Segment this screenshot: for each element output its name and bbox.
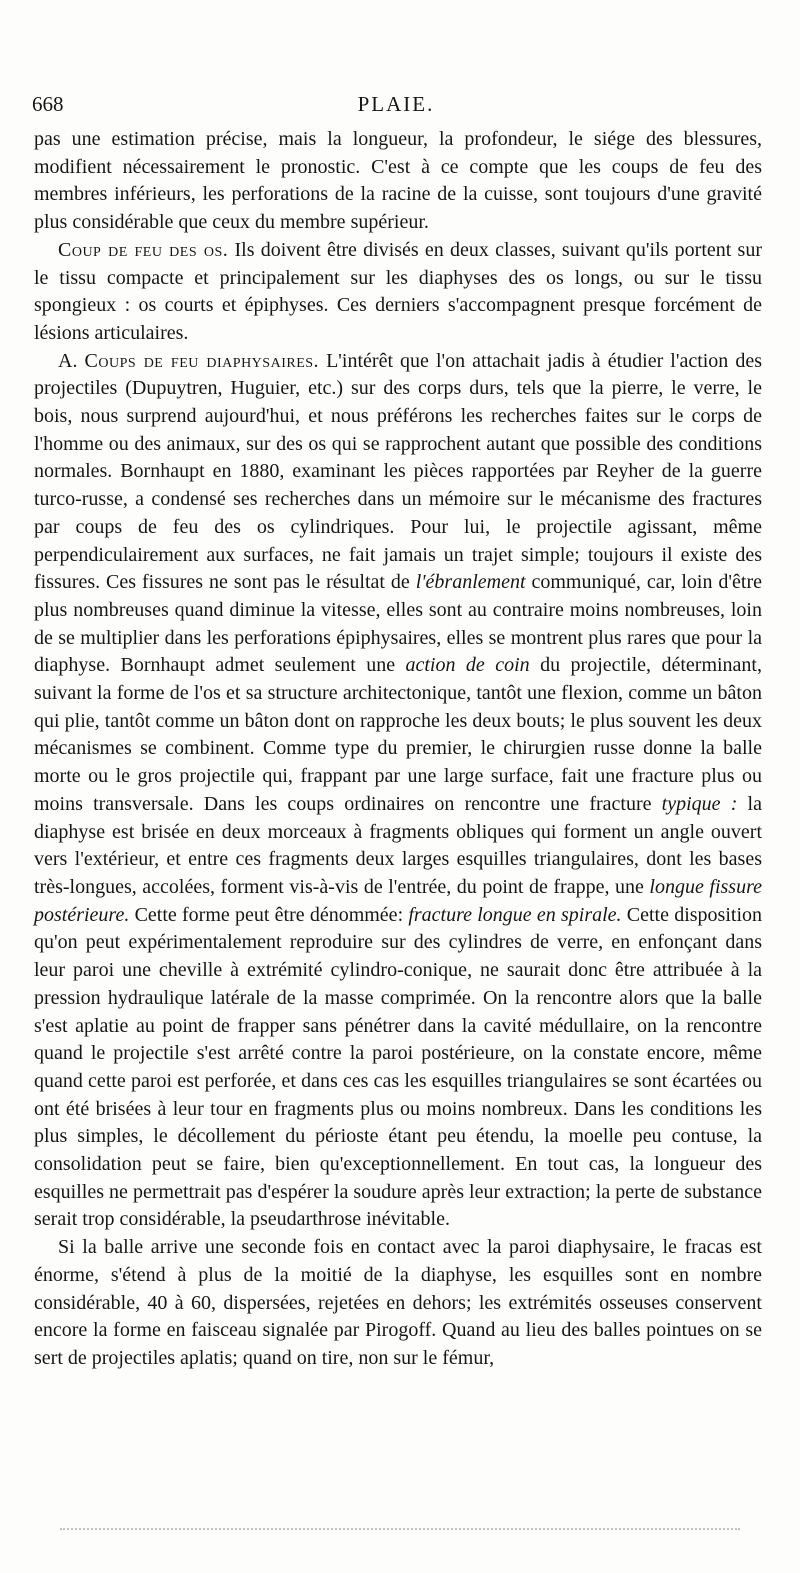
italic-term: typique : — [661, 792, 738, 815]
paragraph-text: la diaphyse est brisée en deux morceaux à fragments obliques qui forment un angle ouvert vers l'extérieur, et entre ces fragments deux larges esquilles triangulaires, dont les bases très-longues, accolées, forment vis-à-vis de l'entrée, du point de frappe, une — [34, 792, 762, 898]
italic-term: action de coin — [405, 654, 530, 677]
italic-term: l'ébranlement — [415, 571, 526, 594]
paragraph-coup-de-feu-des-os — [34, 237, 762, 348]
body-text — [34, 126, 762, 1373]
paragraph-text: Si la balle arrive une seconde fois en contact avec la paroi diaphysaire, le fracas est énorme, s'étend à plus de la moitié de la diaphyse, les esquilles sont en nombre considérable, 40 à 60, dispersées, rejetées en dehors; les extrémités osseuses conservent encore la forme en faisceau signalée par Pirogoff. Quand au lieu des balles pointues on se sert de projectiles aplatis; quand on tire, non sur le fémur, — [34, 1236, 762, 1369]
paragraph-text: Cette forme peut être dénommée: — [129, 903, 409, 926]
paragraph-continuation — [34, 126, 762, 237]
page-header — [32, 92, 760, 120]
paragraph-text: pas une estimation précise, mais la longueur, la profondeur, le siége des blessures, modifient nécessairement le pronostic. C'est à ce compte que les coups de feu des membres inférieurs, les perforations de la racine de la cuisse, sont toujours d'une gravité plus considérable que ceux du membre supérieur. — [34, 128, 762, 234]
paragraph-text: L'intérêt que l'on attachait jadis à étudier l'action des projectiles (Dupuytren, Huguier, etc.) sur des corps durs, tels que la pierre, le verre, le bois, nous surprend aujourd'hui, et nous préférons les recherches faites sur le corps de l'homme ou des animaux, sur des os qui se rapprochent autant que possible des conditions normales. Bornhaupt en 1880, examinant les pièces rapportées par Reyher de la guerre turco-russe, a condensé ses recherches dans un mémoire sur le mécanisme des fractures par coups de feu des os cylindriques. Pour lui, le projectile agissant, même perpendiculairement aux surfaces, ne fait jamais un trajet simple; toujours il existe des fissures. Ces fissures ne sont pas le résultat de — [34, 349, 763, 594]
italic-term: longue fissure postérieure. — [34, 875, 762, 926]
italic-term: fracture longue en spirale. — [408, 903, 622, 926]
page-bottom-marks — [60, 1528, 740, 1534]
paragraph-text: du projectile, déterminant, suivant la forme de l'os et sa structure architectonique, tantôt une flexion, comme un bâton qui plie, tantôt comme un bâton dont on rapproche les deux bouts; le plus souvent les deux mécanismes se combinent. Comme type du premier, le chirurgien russe donne la balle morte ou le gros projectile qui, frappant par une large surface, fait une fracture plus ou moins transversale. Dans les coups ordinaires on rencontre une fracture — [34, 654, 762, 815]
paragraph-text: Ils doivent être divisés en deux classes, suivant qu'ils portent sur le tissu compacte et principalement sur les diaphyses des os longs, ou sur le tissu spongieux : os courts et épiphyses. Ces derniers s'accompagnent presque forcément de lésions articulaires. — [34, 238, 762, 344]
section-heading-coup-de-feu-des-os: Coup de feu des os. — [58, 238, 229, 261]
section-heading-coups-de-feu-diaphysaires: Coups de feu diaphysaires. — [84, 349, 320, 372]
page-number: 668 — [32, 92, 64, 116]
paragraph-text: communiqué, car, loin d'être plus nombreuses quand diminue la vitesse, elles sont au contraire moins nombreuses, loin de se multiplier dans les perforations épiphysaires, elles se montrent plus rares que pour la diaphyse. Bornhaupt admet seulement une — [34, 571, 762, 677]
paragraph-seconde-fois — [34, 1234, 762, 1373]
section-label: A. — [58, 349, 78, 372]
running-title: PLAIE. — [357, 92, 435, 116]
paragraph-text: Cette disposition qu'on peut expérimentalement reproduire sur des cylindres de verre, en enfonçant dans leur paroi une cheville à extrémité cylindro-conique, ne saurait donc être attribuée à la pression hydraulique latérale de la masse comprimée. On la rencontre alors que la balle s'est aplatie au point de frapper sans pénétrer dans la cavité médullaire, on la rencontre quand le projectile s'est arrêté contre la paroi postérieure, on la constate encore, même quand cette paroi est perforée, et dans ces cas les esquilles triangulaires se sont écartées ou ont été brisées à leur tour en fragments plus ou moins nombreux. Dans les conditions les plus simples, le décollement du périoste étant peu étendu, la moelle peu contuse, la consolidation peut se faire, bien qu'exceptionnellement. En tout cas, la longueur des esquilles ne permettrait pas d'espérer la soudure après leur extraction; la perte de substance serait trop considérable, la pseudarthrose inévitable. — [34, 903, 762, 1231]
paragraph-coups-de-feu-diaphysaires — [34, 348, 762, 1235]
